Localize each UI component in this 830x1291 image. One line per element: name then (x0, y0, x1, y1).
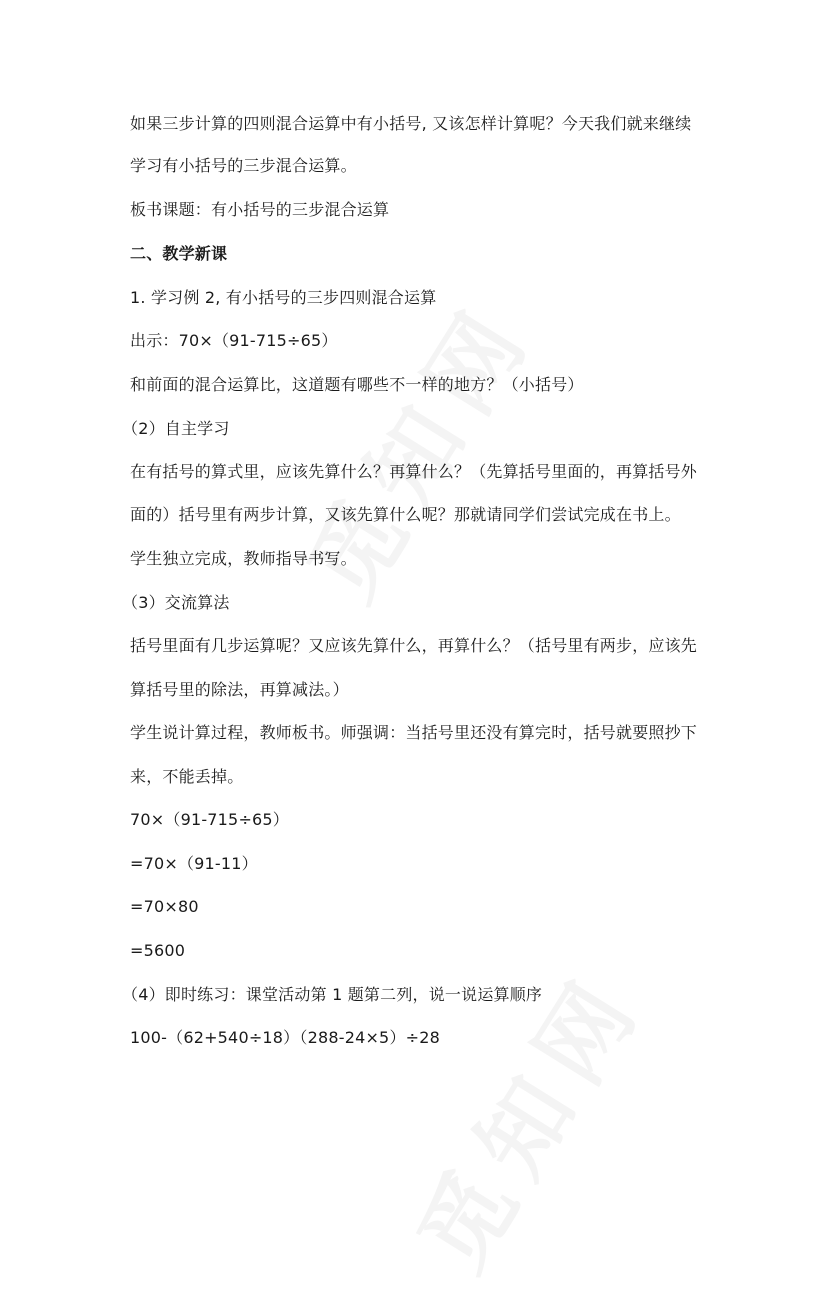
step-2-heading: （2）自主学习 (122, 419, 230, 438)
example-expression: 出示：70×（91-715÷65） (130, 331, 338, 350)
calculation-line-2: =70×（91-11） (130, 854, 258, 873)
board-title-line: 板书课题：有小括号的三步混合运算 (130, 200, 390, 219)
step-3-text-line-4: 来，不能丢掉。 (130, 767, 244, 786)
example-heading: 1. 学习例 2, 有小括号的三步四则混合运算 (130, 288, 437, 307)
step-2-text-line-3: 学生独立完成，教师指导书写。 (130, 549, 357, 568)
step-3-heading: （3）交流算法 (122, 593, 230, 612)
step-3-text-line-2: 算括号里的除法，再算减法。） (130, 680, 349, 699)
comparison-question: 和前面的混合运算比，这道题有哪些不一样的地方？（小括号） (130, 375, 584, 394)
step-2-text-line-1: 在有括号的算式里，应该先算什么？再算什么？（先算括号里面的，再算括号外 (130, 462, 698, 481)
practice-expression: 100-（62+540÷18）（288-24×5）÷28 (130, 1028, 441, 1047)
calculation-line-1: 70×（91-715÷65） (130, 810, 290, 829)
calculation-line-4: =5600 (130, 941, 186, 960)
paragraph-line-2: 学习有小括号的三步混合运算。 (130, 156, 357, 175)
step-3-text-line-1: 括号里面有几步运算呢？又应该先算什么，再算什么？（括号里有两步，应该先 (130, 636, 698, 655)
step-2-text-line-2: 面的）括号里有两步计算，又该先算什么呢？那就请同学们尝试完成在书上。 (130, 505, 681, 524)
section-heading: 二、教学新课 (130, 244, 228, 263)
calculation-line-3: =70×80 (130, 897, 199, 916)
step-4-heading: （4）即时练习：课堂活动第 1 题第二列，说一说运算顺序 (122, 985, 543, 1004)
step-3-text-line-3: 学生说计算过程，教师板书。师强调：当括号里还没有算完时，括号就要照抄下 (130, 723, 698, 742)
paragraph-line-1: 如果三步计算的四则混合运算中有小括号, 又该怎样计算呢？今天我们就来继续 (130, 114, 692, 133)
